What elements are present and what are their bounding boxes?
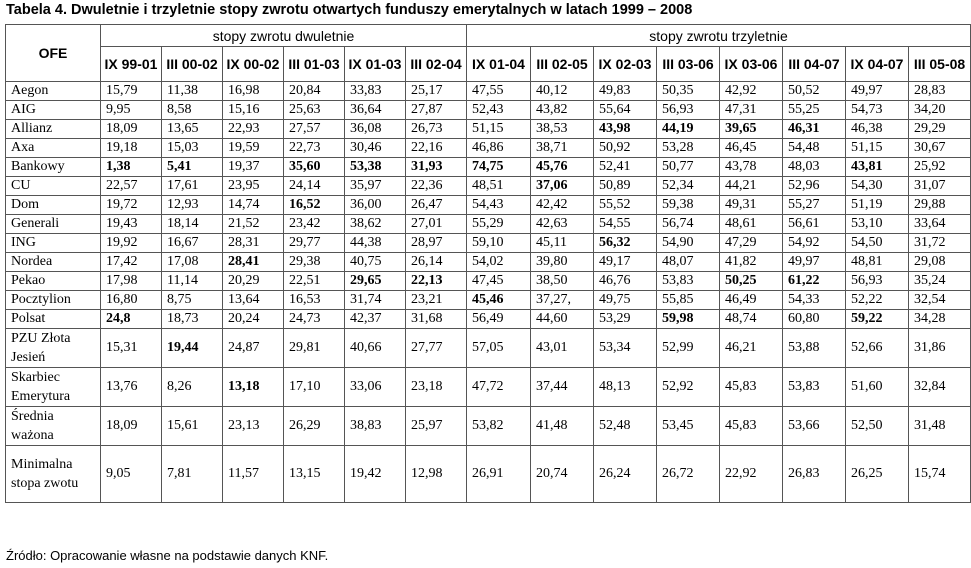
return-value: 44,38 bbox=[345, 234, 406, 253]
fund-name: Bankowy bbox=[6, 158, 101, 177]
return-value: 54,50 bbox=[846, 234, 909, 253]
return-value: 31,74 bbox=[345, 291, 406, 310]
return-value: 43,98 bbox=[594, 120, 657, 139]
return-value: 49,75 bbox=[594, 291, 657, 310]
return-value: 24,73 bbox=[284, 310, 345, 329]
return-value: 47,55 bbox=[467, 82, 531, 101]
return-value: 46,45 bbox=[720, 139, 783, 158]
return-value: 55,27 bbox=[783, 196, 846, 215]
return-value: 51,60 bbox=[846, 368, 909, 407]
return-value: 31,07 bbox=[909, 177, 971, 196]
return-value: 55,64 bbox=[594, 101, 657, 120]
return-value: 13,18 bbox=[223, 368, 284, 407]
return-value: 48,03 bbox=[783, 158, 846, 177]
fund-name: Axa bbox=[6, 139, 101, 158]
return-value: 27,77 bbox=[406, 329, 467, 368]
return-value: 52,41 bbox=[594, 158, 657, 177]
return-value: 29,65 bbox=[345, 272, 406, 291]
return-value: 41,82 bbox=[720, 253, 783, 272]
return-value: 33,06 bbox=[345, 368, 406, 407]
return-value: 52,48 bbox=[594, 407, 657, 446]
table-row bbox=[6, 101, 971, 120]
return-value: 29,88 bbox=[909, 196, 971, 215]
return-value: 51,15 bbox=[846, 139, 909, 158]
fund-name: Skarbiec Emerytura bbox=[6, 368, 101, 407]
return-value: 45,11 bbox=[531, 234, 594, 253]
return-value: 45,76 bbox=[531, 158, 594, 177]
return-value: 34,28 bbox=[909, 310, 971, 329]
return-value: 13,64 bbox=[223, 291, 284, 310]
return-value: 48,07 bbox=[657, 253, 720, 272]
return-value: 14,74 bbox=[223, 196, 284, 215]
return-value: 56,61 bbox=[783, 215, 846, 234]
return-value: 25,97 bbox=[406, 407, 467, 446]
return-value: 26,83 bbox=[783, 446, 846, 503]
return-value: 42,37 bbox=[345, 310, 406, 329]
return-value: 24,87 bbox=[223, 329, 284, 368]
return-value: 54,02 bbox=[467, 253, 531, 272]
source-note: Źródło: Opracowanie własne na podstawie danych KNF. bbox=[6, 548, 329, 563]
return-value: 52,22 bbox=[846, 291, 909, 310]
return-value: 50,25 bbox=[720, 272, 783, 291]
return-value: 8,58 bbox=[162, 101, 223, 120]
return-value: 26,72 bbox=[657, 446, 720, 503]
return-value: 26,47 bbox=[406, 196, 467, 215]
return-value: 49,31 bbox=[720, 196, 783, 215]
return-value: 53,66 bbox=[783, 407, 846, 446]
return-value: 16,80 bbox=[101, 291, 162, 310]
fund-name: PZU Złota Jesień bbox=[6, 329, 101, 368]
return-value: 55,85 bbox=[657, 291, 720, 310]
return-value: 9,95 bbox=[101, 101, 162, 120]
return-value: 36,00 bbox=[345, 196, 406, 215]
return-value: 20,74 bbox=[531, 446, 594, 503]
return-value: 51,19 bbox=[846, 196, 909, 215]
fund-name: CU bbox=[6, 177, 101, 196]
return-value: 24,8 bbox=[101, 310, 162, 329]
period-header: III 02-04 bbox=[406, 47, 467, 82]
return-value: 52,43 bbox=[467, 101, 531, 120]
return-value: 51,15 bbox=[467, 120, 531, 139]
fund-name: ING bbox=[6, 234, 101, 253]
return-value: 38,62 bbox=[345, 215, 406, 234]
return-value: 43,78 bbox=[720, 158, 783, 177]
return-value: 23,95 bbox=[223, 177, 284, 196]
return-value: 50,52 bbox=[783, 82, 846, 101]
return-value: 22,36 bbox=[406, 177, 467, 196]
period-header: IX 04-07 bbox=[846, 47, 909, 82]
return-value: 31,68 bbox=[406, 310, 467, 329]
return-value: 53,10 bbox=[846, 215, 909, 234]
table-row bbox=[6, 310, 971, 329]
table-body bbox=[6, 82, 971, 503]
return-value: 26,24 bbox=[594, 446, 657, 503]
return-value: 53,28 bbox=[657, 139, 720, 158]
return-value: 29,77 bbox=[284, 234, 345, 253]
return-value: 40,66 bbox=[345, 329, 406, 368]
period-header: III 05-08 bbox=[909, 47, 971, 82]
fund-name: Generali bbox=[6, 215, 101, 234]
return-value: 48,51 bbox=[467, 177, 531, 196]
return-value: 52,96 bbox=[783, 177, 846, 196]
return-value: 29,38 bbox=[284, 253, 345, 272]
return-value: 59,22 bbox=[846, 310, 909, 329]
return-value: 20,24 bbox=[223, 310, 284, 329]
return-value: 59,10 bbox=[467, 234, 531, 253]
table-row bbox=[6, 82, 971, 101]
return-value: 55,52 bbox=[594, 196, 657, 215]
period-header: III 00-02 bbox=[162, 47, 223, 82]
table-caption: Tabela 4. Dwuletnie i trzyletnie stopy zwrotu otwartych funduszy emerytalnych w latach 1999 – 2008 bbox=[6, 2, 693, 18]
return-value: 61,22 bbox=[783, 272, 846, 291]
table-row bbox=[6, 291, 971, 310]
period-header: IX 01-04 bbox=[467, 47, 531, 82]
fund-name: Polsat bbox=[6, 310, 101, 329]
return-value: 18,14 bbox=[162, 215, 223, 234]
return-value: 31,86 bbox=[909, 329, 971, 368]
return-value: 31,72 bbox=[909, 234, 971, 253]
return-value: 47,29 bbox=[720, 234, 783, 253]
return-value: 19,37 bbox=[223, 158, 284, 177]
return-value: 38,50 bbox=[531, 272, 594, 291]
return-value: 44,19 bbox=[657, 120, 720, 139]
return-value: 40,12 bbox=[531, 82, 594, 101]
table-row bbox=[6, 234, 971, 253]
return-value: 37,06 bbox=[531, 177, 594, 196]
return-value: 47,31 bbox=[720, 101, 783, 120]
table-row bbox=[6, 177, 971, 196]
return-value: 17,98 bbox=[101, 272, 162, 291]
return-value: 55,25 bbox=[783, 101, 846, 120]
return-value: 46,86 bbox=[467, 139, 531, 158]
return-value: 47,45 bbox=[467, 272, 531, 291]
return-value: 7,81 bbox=[162, 446, 223, 503]
return-value: 28,31 bbox=[223, 234, 284, 253]
return-value: 22,57 bbox=[101, 177, 162, 196]
return-value: 54,43 bbox=[467, 196, 531, 215]
fund-name: Nordea bbox=[6, 253, 101, 272]
fund-name: Minimalna stopa zwotu bbox=[6, 446, 101, 503]
return-value: 54,48 bbox=[783, 139, 846, 158]
return-value: 28,41 bbox=[223, 253, 284, 272]
return-value: 8,75 bbox=[162, 291, 223, 310]
return-value: 53,29 bbox=[594, 310, 657, 329]
return-value: 45,83 bbox=[720, 407, 783, 446]
return-value: 55,29 bbox=[467, 215, 531, 234]
return-value: 52,99 bbox=[657, 329, 720, 368]
return-value: 35,24 bbox=[909, 272, 971, 291]
return-value: 16,67 bbox=[162, 234, 223, 253]
return-value: 37,27, bbox=[531, 291, 594, 310]
return-value: 13,76 bbox=[101, 368, 162, 407]
return-value: 74,75 bbox=[467, 158, 531, 177]
return-value: 19,42 bbox=[345, 446, 406, 503]
return-value: 34,20 bbox=[909, 101, 971, 120]
return-value: 31,93 bbox=[406, 158, 467, 177]
return-value: 15,03 bbox=[162, 139, 223, 158]
return-value: 47,72 bbox=[467, 368, 531, 407]
return-value: 12,93 bbox=[162, 196, 223, 215]
fund-name: AIG bbox=[6, 101, 101, 120]
return-value: 18,73 bbox=[162, 310, 223, 329]
return-value: 50,89 bbox=[594, 177, 657, 196]
return-value: 46,38 bbox=[846, 120, 909, 139]
return-value: 13,65 bbox=[162, 120, 223, 139]
return-value: 43,01 bbox=[531, 329, 594, 368]
return-value: 46,31 bbox=[783, 120, 846, 139]
return-value: 44,21 bbox=[720, 177, 783, 196]
return-value: 53,38 bbox=[345, 158, 406, 177]
period-header: IX 00-02 bbox=[223, 47, 284, 82]
return-value: 52,34 bbox=[657, 177, 720, 196]
table-row bbox=[6, 253, 971, 272]
return-value: 50,92 bbox=[594, 139, 657, 158]
return-value: 54,73 bbox=[846, 101, 909, 120]
return-value: 49,97 bbox=[783, 253, 846, 272]
return-value: 41,48 bbox=[531, 407, 594, 446]
fund-name: Pekao bbox=[6, 272, 101, 291]
return-value: 49,97 bbox=[846, 82, 909, 101]
return-value: 20,29 bbox=[223, 272, 284, 291]
return-value: 42,63 bbox=[531, 215, 594, 234]
return-value: 38,83 bbox=[345, 407, 406, 446]
table-row bbox=[6, 139, 971, 158]
return-value: 59,98 bbox=[657, 310, 720, 329]
return-value: 56,74 bbox=[657, 215, 720, 234]
return-value: 54,55 bbox=[594, 215, 657, 234]
return-value: 46,21 bbox=[720, 329, 783, 368]
return-value: 16,53 bbox=[284, 291, 345, 310]
return-value: 23,18 bbox=[406, 368, 467, 407]
return-value: 11,38 bbox=[162, 82, 223, 101]
table-row bbox=[6, 407, 971, 446]
return-value: 36,64 bbox=[345, 101, 406, 120]
return-value: 31,48 bbox=[909, 407, 971, 446]
return-value: 15,16 bbox=[223, 101, 284, 120]
return-value: 18,09 bbox=[101, 120, 162, 139]
return-value: 59,38 bbox=[657, 196, 720, 215]
fund-name: Allianz bbox=[6, 120, 101, 139]
return-value: 50,35 bbox=[657, 82, 720, 101]
return-value: 13,15 bbox=[284, 446, 345, 503]
return-value: 18,09 bbox=[101, 407, 162, 446]
return-value: 54,90 bbox=[657, 234, 720, 253]
return-value: 17,42 bbox=[101, 253, 162, 272]
period-header: III 03-06 bbox=[657, 47, 720, 82]
fund-name: Aegon bbox=[6, 82, 101, 101]
return-value: 1,38 bbox=[101, 158, 162, 177]
return-value: 27,87 bbox=[406, 101, 467, 120]
return-value: 28,97 bbox=[406, 234, 467, 253]
return-value: 16,52 bbox=[284, 196, 345, 215]
return-value: 29,08 bbox=[909, 253, 971, 272]
return-value: 17,10 bbox=[284, 368, 345, 407]
return-value: 22,13 bbox=[406, 272, 467, 291]
return-value: 52,50 bbox=[846, 407, 909, 446]
return-value: 11,57 bbox=[223, 446, 284, 503]
return-value: 27,01 bbox=[406, 215, 467, 234]
return-value: 56,49 bbox=[467, 310, 531, 329]
return-value: 16,98 bbox=[223, 82, 284, 101]
return-value: 20,84 bbox=[284, 82, 345, 101]
table-row bbox=[6, 215, 971, 234]
return-value: 48,61 bbox=[720, 215, 783, 234]
return-value: 23,42 bbox=[284, 215, 345, 234]
return-value: 25,17 bbox=[406, 82, 467, 101]
return-value: 43,81 bbox=[846, 158, 909, 177]
return-value: 22,51 bbox=[284, 272, 345, 291]
return-value: 23,13 bbox=[223, 407, 284, 446]
period-header: IX 99-01 bbox=[101, 47, 162, 82]
return-value: 54,33 bbox=[783, 291, 846, 310]
fund-name: Dom bbox=[6, 196, 101, 215]
period-header: III 01-03 bbox=[284, 47, 345, 82]
return-value: 33,83 bbox=[345, 82, 406, 101]
return-value: 49,17 bbox=[594, 253, 657, 272]
period-header: IX 02-03 bbox=[594, 47, 657, 82]
table-row bbox=[6, 329, 971, 368]
return-value: 56,93 bbox=[657, 101, 720, 120]
returns-table bbox=[5, 24, 971, 503]
return-value: 32,54 bbox=[909, 291, 971, 310]
return-value: 26,73 bbox=[406, 120, 467, 139]
table-row bbox=[6, 368, 971, 407]
return-value: 26,91 bbox=[467, 446, 531, 503]
return-value: 46,76 bbox=[594, 272, 657, 291]
ofe-header: OFE bbox=[6, 25, 101, 82]
return-value: 53,34 bbox=[594, 329, 657, 368]
return-value: 28,83 bbox=[909, 82, 971, 101]
return-value: 19,59 bbox=[223, 139, 284, 158]
return-value: 48,81 bbox=[846, 253, 909, 272]
return-value: 15,31 bbox=[101, 329, 162, 368]
return-value: 33,64 bbox=[909, 215, 971, 234]
return-value: 53,82 bbox=[467, 407, 531, 446]
return-value: 49,83 bbox=[594, 82, 657, 101]
return-value: 48,74 bbox=[720, 310, 783, 329]
return-value: 44,60 bbox=[531, 310, 594, 329]
return-value: 19,18 bbox=[101, 139, 162, 158]
return-value: 43,82 bbox=[531, 101, 594, 120]
header-group-row bbox=[6, 25, 971, 47]
fund-name: Pocztylion bbox=[6, 291, 101, 310]
table-row bbox=[6, 446, 971, 503]
return-value: 53,88 bbox=[783, 329, 846, 368]
return-value: 38,53 bbox=[531, 120, 594, 139]
table-row bbox=[6, 272, 971, 291]
return-value: 22,92 bbox=[720, 446, 783, 503]
return-value: 42,42 bbox=[531, 196, 594, 215]
return-value: 53,45 bbox=[657, 407, 720, 446]
period-header: IX 01-03 bbox=[345, 47, 406, 82]
return-value: 26,29 bbox=[284, 407, 345, 446]
return-value: 56,32 bbox=[594, 234, 657, 253]
return-value: 30,67 bbox=[909, 139, 971, 158]
return-value: 50,77 bbox=[657, 158, 720, 177]
return-value: 12,98 bbox=[406, 446, 467, 503]
table-row bbox=[6, 120, 971, 139]
return-value: 15,79 bbox=[101, 82, 162, 101]
fund-name: Średnia ważona bbox=[6, 407, 101, 446]
return-value: 52,66 bbox=[846, 329, 909, 368]
return-value: 39,80 bbox=[531, 253, 594, 272]
period-header: III 04-07 bbox=[783, 47, 846, 82]
return-value: 40,75 bbox=[345, 253, 406, 272]
return-value: 25,63 bbox=[284, 101, 345, 120]
table-row bbox=[6, 196, 971, 215]
return-value: 35,60 bbox=[284, 158, 345, 177]
return-value: 15,74 bbox=[909, 446, 971, 503]
return-value: 54,92 bbox=[783, 234, 846, 253]
three-year-group-header: stopy zwrotu trzyletnie bbox=[467, 25, 971, 47]
return-value: 26,14 bbox=[406, 253, 467, 272]
return-value: 36,08 bbox=[345, 120, 406, 139]
return-value: 19,92 bbox=[101, 234, 162, 253]
return-value: 29,81 bbox=[284, 329, 345, 368]
return-value: 52,92 bbox=[657, 368, 720, 407]
return-value: 42,92 bbox=[720, 82, 783, 101]
header-period-row bbox=[6, 47, 971, 82]
return-value: 48,13 bbox=[594, 368, 657, 407]
period-header: III 02-05 bbox=[531, 47, 594, 82]
return-value: 22,93 bbox=[223, 120, 284, 139]
two-year-group-header: stopy zwrotu dwuletnie bbox=[101, 25, 467, 47]
return-value: 56,93 bbox=[846, 272, 909, 291]
return-value: 8,26 bbox=[162, 368, 223, 407]
return-value: 24,14 bbox=[284, 177, 345, 196]
return-value: 53,83 bbox=[783, 368, 846, 407]
return-value: 45,83 bbox=[720, 368, 783, 407]
return-value: 30,46 bbox=[345, 139, 406, 158]
return-value: 19,44 bbox=[162, 329, 223, 368]
return-value: 57,05 bbox=[467, 329, 531, 368]
return-value: 23,21 bbox=[406, 291, 467, 310]
return-value: 19,43 bbox=[101, 215, 162, 234]
return-value: 19,72 bbox=[101, 196, 162, 215]
return-value: 27,57 bbox=[284, 120, 345, 139]
return-value: 38,71 bbox=[531, 139, 594, 158]
return-value: 17,61 bbox=[162, 177, 223, 196]
return-value: 15,61 bbox=[162, 407, 223, 446]
return-value: 54,30 bbox=[846, 177, 909, 196]
return-value: 11,14 bbox=[162, 272, 223, 291]
return-value: 45,46 bbox=[467, 291, 531, 310]
return-value: 53,83 bbox=[657, 272, 720, 291]
table-row bbox=[6, 158, 971, 177]
return-value: 22,16 bbox=[406, 139, 467, 158]
return-value: 25,92 bbox=[909, 158, 971, 177]
return-value: 22,73 bbox=[284, 139, 345, 158]
return-value: 32,84 bbox=[909, 368, 971, 407]
return-value: 17,08 bbox=[162, 253, 223, 272]
return-value: 21,52 bbox=[223, 215, 284, 234]
return-value: 35,97 bbox=[345, 177, 406, 196]
return-value: 5,41 bbox=[162, 158, 223, 177]
period-header: IX 03-06 bbox=[720, 47, 783, 82]
return-value: 37,44 bbox=[531, 368, 594, 407]
return-value: 9,05 bbox=[101, 446, 162, 503]
return-value: 26,25 bbox=[846, 446, 909, 503]
return-value: 29,29 bbox=[909, 120, 971, 139]
return-value: 60,80 bbox=[783, 310, 846, 329]
return-value: 46,49 bbox=[720, 291, 783, 310]
return-value: 39,65 bbox=[720, 120, 783, 139]
